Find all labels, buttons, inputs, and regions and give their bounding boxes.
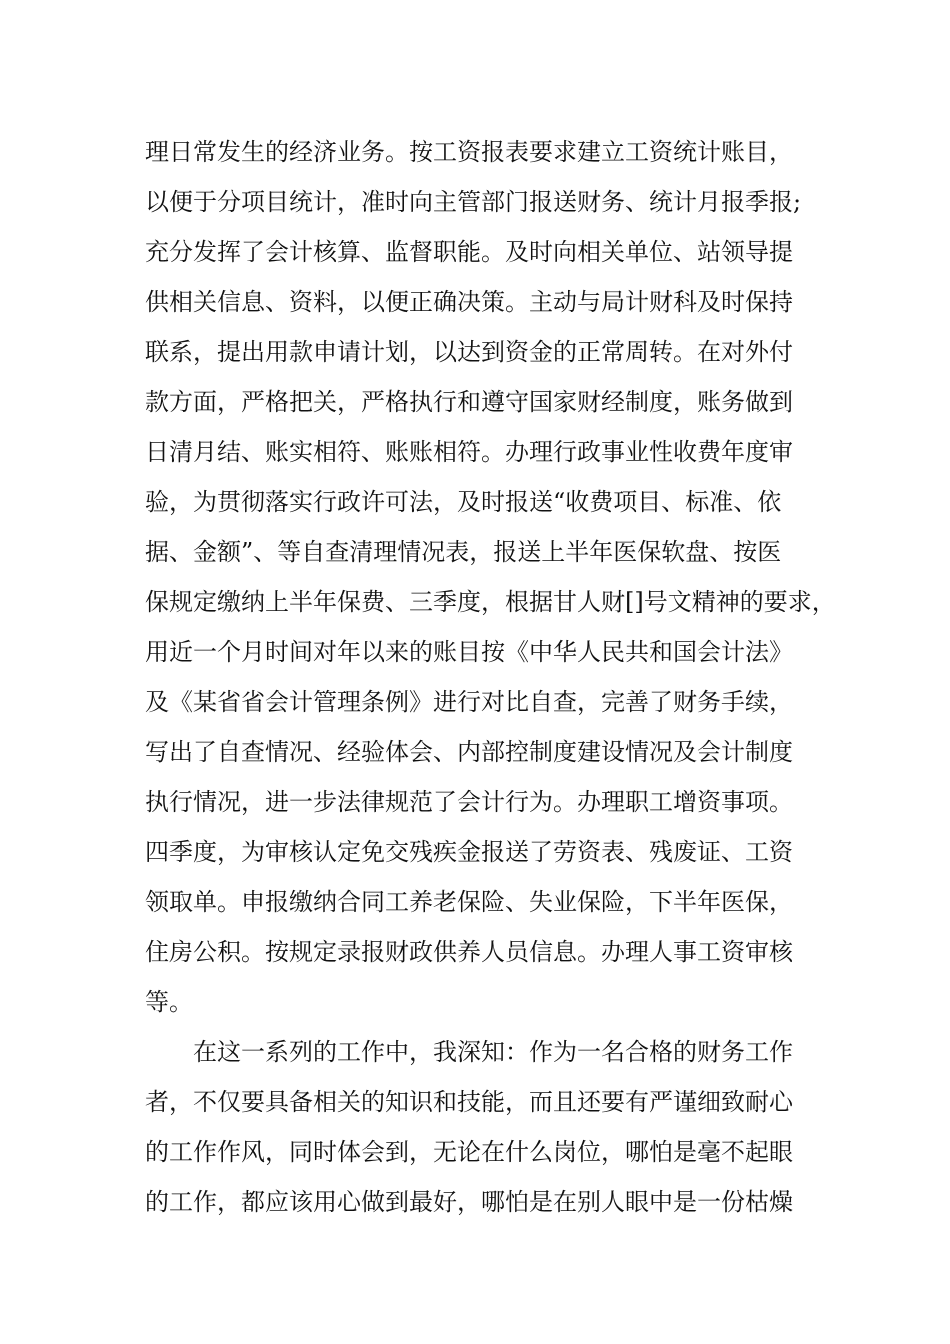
- text-line: 验，为贯彻落实行政许可法，及时报送“收费项目、标准、依: [145, 488, 782, 516]
- text-line: 执行情况，进一步法律规范了会计行为。办理职工增资事项。: [145, 788, 793, 816]
- paragraph-2: [145, 1027, 825, 1227]
- paragraph-1: [145, 127, 836, 1027]
- text-line: 及《某省省会计管理条例》进行对比自查，完善了财务手续，: [145, 688, 793, 716]
- text-line: 据、金额”、等自查清理情况表，报送上半年医保软盘、按医: [145, 538, 782, 566]
- text-line: 者，不仅要具备相关的知识和技能，而且还要有严谨细致耐心: [145, 1088, 793, 1116]
- text-line: 在这一系列的工作中，我深知：作为一名合格的财务工作: [193, 1038, 793, 1066]
- text-line: 等。: [145, 988, 193, 1016]
- text-line: 以便于分项目统计，准时向主管部门报送财务、统计月报季报;: [145, 188, 802, 216]
- text-line: 充分发挥了会计核算、监督职能。及时向相关单位、站领导提: [145, 238, 793, 266]
- text-line: 理日常发生的经济业务。按工资报表要求建立工资统计账目，: [145, 138, 793, 166]
- text-line: 保规定缴纳上半年保费、三季度，根据甘人财[]号文精神的要求，: [145, 588, 836, 616]
- text-line: 款方面，严格把关，严格执行和遵守国家财经制度，账务做到: [145, 388, 793, 416]
- text-line: 四季度，为审核认定免交残疾金报送了劳资表、残废证、工资: [145, 838, 793, 866]
- text-line: 用近一个月时间对年以来的账目按《中华人民共和国会计法》: [145, 638, 793, 666]
- text-line: 的工作作风，同时体会到，无论在什么岗位，哪怕是毫不起眼: [145, 1138, 793, 1166]
- text-line: 住房公积。按规定录报财政供养人员信息。办理人事工资审核: [145, 938, 793, 966]
- text-line: 联系，提出用款申请计划，以达到资金的正常周转。在对外付: [145, 338, 793, 366]
- text-line: 日清月结、账实相符、账账相符。办理行政事业性收费年度审: [145, 438, 793, 466]
- text-line: 领取单。申报缴纳合同工养老保险、失业保险，下半年医保，: [145, 888, 793, 916]
- text-line: 写出了自查情况、经验体会、内部控制度建设情况及会计制度: [145, 738, 793, 766]
- text-line: 供相关信息、资料，以便正确决策。主动与局计财科及时保持: [145, 288, 793, 316]
- document-body: [145, 127, 836, 1227]
- text-line: 的工作，都应该用心做到最好，哪怕是在别人眼中是一份枯燥: [145, 1188, 793, 1216]
